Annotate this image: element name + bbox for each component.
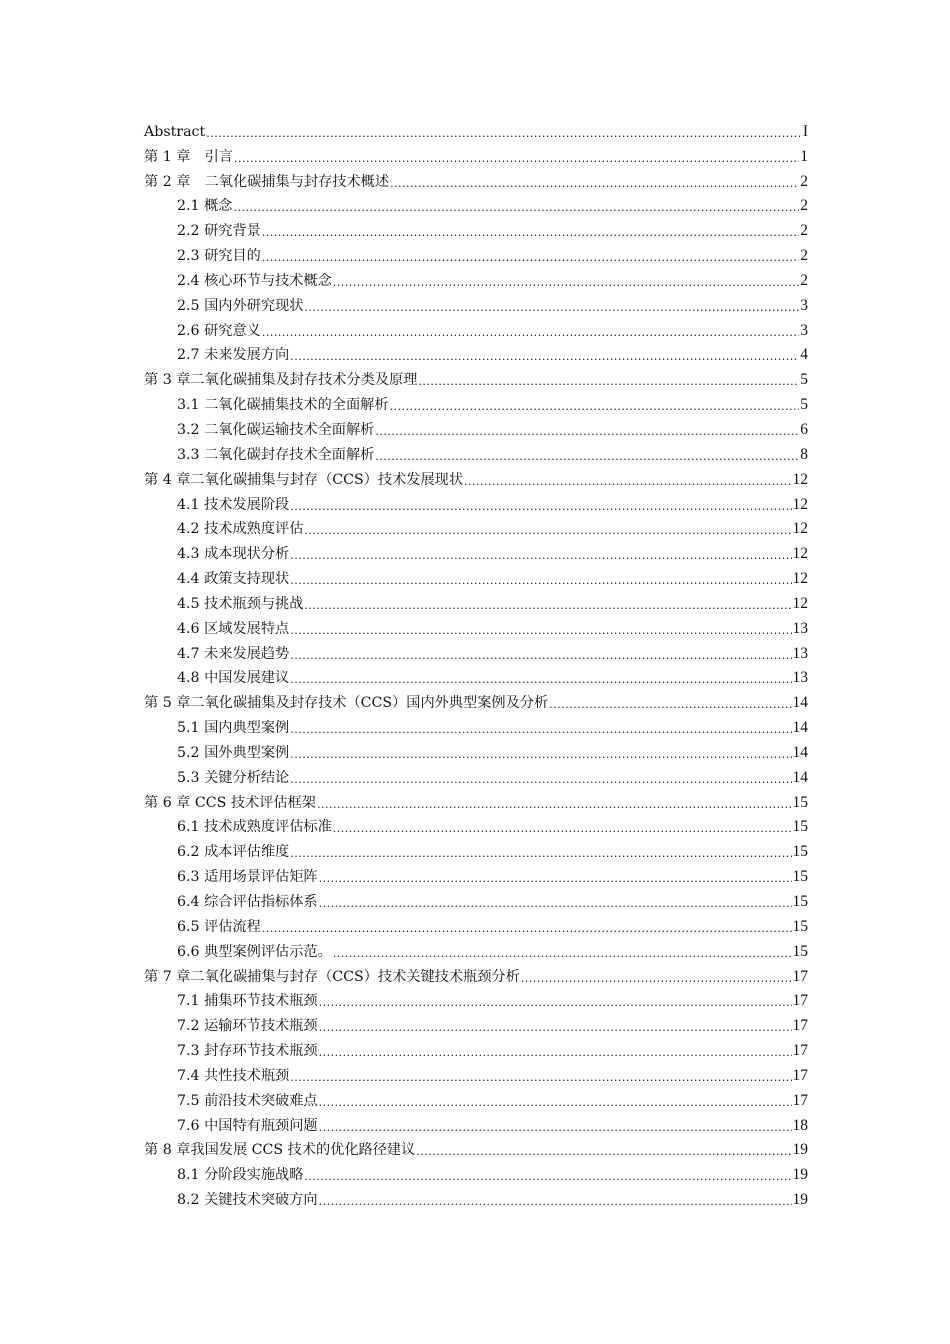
toc-dot-leader xyxy=(262,921,792,936)
toc-section-entry[interactable] xyxy=(144,514,808,539)
toc-page-number: 14 xyxy=(792,768,808,786)
toc-page-number: 19 xyxy=(792,1166,808,1184)
toc-dot-leader xyxy=(390,176,799,191)
toc-entry-title: 第 6 章 CCS 技术评估框架 xyxy=(144,794,316,811)
toc-page-number: 15 xyxy=(792,917,808,935)
toc-entry-title: 4.2 技术成熟度评估 xyxy=(177,521,304,538)
toc-entry-title: 8.2 关键技术突破方向 xyxy=(177,1192,318,1209)
toc-entry-title: 4.3 成本现状分析 xyxy=(177,546,290,563)
toc-entry-title: 3.2 二氧化碳运输技术全面解析 xyxy=(177,421,375,438)
toc-dot-leader xyxy=(262,225,799,240)
toc-section-entry[interactable] xyxy=(144,538,808,563)
toc-page-number: 15 xyxy=(792,843,808,861)
toc-entry-title: 第 8 章我国发展 CCS 技术的优化路径建议 xyxy=(144,1142,416,1159)
toc-entry-title: 第 1 章 引言 xyxy=(144,148,233,165)
toc-entry-title: 6.6 典型案例评估示范。 xyxy=(177,943,332,960)
toc-page-number: 19 xyxy=(792,1191,808,1209)
toc-entry-title: 7.3 封存环节技术瓶颈 xyxy=(177,1043,318,1060)
toc-entry-title: 第 4 章二氧化碳捕集与封存（CCS）技术发展现状 xyxy=(144,471,464,488)
toc-section-entry[interactable] xyxy=(144,414,808,439)
toc-page-number: 8 xyxy=(800,445,808,463)
toc-dot-leader xyxy=(390,399,800,414)
toc-chapter-entry[interactable] xyxy=(144,364,808,389)
toc-dot-leader xyxy=(290,772,791,787)
toc-entry-title: 2.2 研究背景 xyxy=(177,223,261,240)
toc-dot-leader xyxy=(290,499,791,514)
toc-section-entry[interactable] xyxy=(144,489,808,514)
toc-dot-leader xyxy=(549,697,791,712)
toc-dot-leader xyxy=(319,1095,792,1110)
toc-entry-title: 6.4 综合评估指标体系 xyxy=(177,894,318,910)
toc-dot-leader xyxy=(290,648,791,663)
toc-chapter-entry[interactable] xyxy=(144,787,808,812)
toc-page-number: 6 xyxy=(800,420,808,438)
toc-section-entry[interactable] xyxy=(144,986,808,1011)
toc-dot-leader xyxy=(319,1045,792,1060)
toc-dot-leader xyxy=(290,672,791,687)
toc-page-number: 12 xyxy=(792,495,808,513)
toc-dot-leader xyxy=(290,548,791,563)
toc-dot-leader xyxy=(304,523,791,538)
toc-entry-title: 2.3 研究目的 xyxy=(177,248,261,265)
toc-entry-title: 2.5 国内外研究现状 xyxy=(177,297,304,314)
toc-section-entry[interactable] xyxy=(144,1060,808,1085)
toc-page-number: 15 xyxy=(792,868,808,886)
toc-page-number: 2 xyxy=(800,271,808,289)
toc-page-number: 12 xyxy=(792,470,808,488)
toc-entry-title: 5.2 国外典型案例 xyxy=(177,744,290,761)
toc-page-number: 12 xyxy=(792,520,808,538)
toc-dot-leader xyxy=(206,126,802,141)
toc-dot-leader xyxy=(416,1144,791,1159)
toc-page-number: 2 xyxy=(800,247,808,265)
toc-dot-leader xyxy=(234,151,799,166)
toc-entry-title: 7.2 运输环节技术瓶颈 xyxy=(177,1018,318,1035)
toc-dot-leader xyxy=(319,1194,792,1209)
toc-dot-leader xyxy=(375,449,799,464)
toc-dot-leader xyxy=(521,971,792,986)
toc-entry-title: 6.5 评估流程 xyxy=(177,918,261,935)
toc-dot-leader xyxy=(464,474,791,489)
toc-dot-leader xyxy=(333,821,792,836)
toc-entry-title: 4.5 技术瓶颈与挑战 xyxy=(177,595,304,612)
toc-entry-title: 第 5 章二氧化碳捕集及封存技术（CCS）国内外典型案例及分析 xyxy=(144,695,549,712)
toc-page-number: 15 xyxy=(792,793,808,811)
toc-entry-title: 第 2 章 二氧化碳捕集与封存技术概述 xyxy=(144,173,390,190)
toc-section-entry[interactable] xyxy=(144,861,808,886)
toc-dot-leader xyxy=(290,573,791,588)
toc-section-entry[interactable] xyxy=(144,663,808,688)
toc-page-number: 13 xyxy=(792,644,808,662)
toc-section-entry[interactable] xyxy=(144,191,808,216)
toc-dot-leader xyxy=(319,1120,792,1135)
toc-page-number: 4 xyxy=(800,346,808,364)
toc-entry-title: 3.1 二氧化碳捕集技术的全面解析 xyxy=(177,397,389,414)
toc-page-number: 19 xyxy=(792,1141,808,1159)
toc-page-number: 1 xyxy=(800,147,808,165)
toc-section-entry[interactable] xyxy=(144,265,808,290)
toc-dot-leader xyxy=(319,871,792,886)
toc-section-entry[interactable] xyxy=(144,836,808,861)
toc-entry-title: Abstract xyxy=(144,123,206,140)
toc-section-entry[interactable] xyxy=(144,712,808,737)
toc-entry-title: 2.4 核心环节与技术概念 xyxy=(177,272,332,289)
toc-page-number: 13 xyxy=(792,619,808,637)
toc-section-entry[interactable] xyxy=(144,812,808,837)
toc-section-entry[interactable] xyxy=(144,638,808,663)
toc-dot-leader xyxy=(290,623,791,638)
toc-entry-title: 4.6 区域发展特点 xyxy=(177,620,290,637)
toc-dot-leader xyxy=(418,374,799,389)
toc-section-entry[interactable] xyxy=(144,936,808,961)
toc-entry-title: 6.1 技术成熟度评估标准 xyxy=(177,819,332,836)
toc-chapter-entry[interactable] xyxy=(144,961,808,986)
toc-page-number: 17 xyxy=(792,1042,808,1060)
toc-page-number: 12 xyxy=(792,594,808,612)
toc-page-number: 2 xyxy=(800,172,808,190)
toc-page-number: 14 xyxy=(792,743,808,761)
toc-page-number: 17 xyxy=(792,967,808,985)
toc-entry-title: 4.8 中国发展建议 xyxy=(177,670,290,687)
toc-section-entry[interactable] xyxy=(144,215,808,240)
toc-section-entry[interactable] xyxy=(144,886,808,911)
toc-entry-title: 6.3 适用场景评估矩阵 xyxy=(177,869,318,886)
toc-dot-leader xyxy=(290,722,791,737)
toc-dot-leader xyxy=(319,896,792,911)
toc-entry-title: 7.4 共性技术瓶颈 xyxy=(177,1067,290,1084)
table-of-contents xyxy=(144,116,808,1209)
toc-page-number: 14 xyxy=(792,719,808,737)
toc-page-number: I xyxy=(802,122,808,140)
toc-chapter-entry[interactable] xyxy=(144,464,808,489)
toc-section-entry[interactable] xyxy=(144,1035,808,1060)
toc-chapter-entry[interactable] xyxy=(144,1135,808,1160)
toc-section-entry[interactable] xyxy=(144,1085,808,1110)
toc-entry-title: 4.7 未来发展趋势 xyxy=(177,645,290,662)
toc-section-entry[interactable] xyxy=(144,389,808,414)
toc-entry-title: 4.1 技术发展阶段 xyxy=(177,496,290,513)
toc-section-entry[interactable] xyxy=(144,439,808,464)
toc-entry-title: 7.5 前沿技术突破难点 xyxy=(177,1092,318,1109)
toc-section-entry[interactable] xyxy=(144,911,808,936)
toc-entry-title: 6.2 成本评估维度 xyxy=(177,844,290,861)
toc-section-entry[interactable] xyxy=(144,563,808,588)
toc-entry-title: 8.1 分阶段实施战略 xyxy=(177,1167,304,1184)
toc-page-number: 15 xyxy=(792,818,808,836)
toc-dot-leader xyxy=(304,300,799,315)
toc-dot-leader xyxy=(290,1070,791,1085)
toc-page-number: 12 xyxy=(792,545,808,563)
toc-page-number: 3 xyxy=(800,296,808,314)
toc-dot-leader xyxy=(290,747,791,762)
toc-entry-title: 5.1 国内典型案例 xyxy=(177,720,290,737)
toc-entry-title: 7.1 捕集环节技术瓶颈 xyxy=(177,993,318,1010)
toc-dot-leader xyxy=(317,797,792,812)
toc-section-entry[interactable] xyxy=(144,613,808,638)
toc-page-number: 2 xyxy=(800,197,808,215)
toc-dot-leader xyxy=(319,1020,792,1035)
toc-dot-leader xyxy=(319,995,792,1010)
toc-dot-leader xyxy=(333,275,799,290)
toc-dot-leader xyxy=(290,846,791,861)
toc-section-entry[interactable] xyxy=(144,315,808,340)
toc-dot-leader xyxy=(262,325,799,340)
toc-page-number: 18 xyxy=(792,1116,808,1134)
toc-entry-title: 第 7 章二氧化碳捕集与封存（CCS）技术关键技术瓶颈分析 xyxy=(144,968,520,985)
toc-page-number: 13 xyxy=(792,669,808,687)
toc-section-entry[interactable] xyxy=(144,240,808,265)
toc-chapter-entry[interactable] xyxy=(144,141,808,166)
toc-entry-title: 2.6 研究意义 xyxy=(177,322,261,339)
toc-entry-title: 7.6 中国特有瓶颈问题 xyxy=(177,1117,318,1134)
toc-page-number: 15 xyxy=(792,942,808,960)
toc-page-number: 17 xyxy=(792,1017,808,1035)
toc-entry-title: 2.1 概念 xyxy=(177,198,233,215)
toc-dot-leader xyxy=(233,200,799,215)
toc-page-number: 5 xyxy=(800,371,808,389)
toc-page-number: 2 xyxy=(800,222,808,240)
toc-section-entry[interactable] xyxy=(144,1010,808,1035)
toc-dot-leader xyxy=(375,424,799,439)
toc-section-entry[interactable] xyxy=(144,737,808,762)
toc-dot-leader xyxy=(290,349,799,364)
toc-page-number: 12 xyxy=(792,570,808,588)
toc-page-number: 17 xyxy=(792,1066,808,1084)
toc-entry-title: 5.3 关键分析结论 xyxy=(177,769,290,786)
toc-entry-title: 2.7 未来发展方向 xyxy=(177,347,290,364)
toc-page-number: 3 xyxy=(800,321,808,339)
toc-entry-title: 3.3 二氧化碳封存技术全面解析 xyxy=(177,446,375,463)
toc-page-number: 14 xyxy=(792,694,808,712)
toc-page-number: 17 xyxy=(792,1091,808,1109)
toc-section-entry[interactable] xyxy=(144,762,808,787)
toc-page-number: 5 xyxy=(800,396,808,414)
toc-section-entry[interactable] xyxy=(144,1110,808,1135)
toc-section-entry[interactable] xyxy=(144,1159,808,1184)
toc-chapter-entry[interactable] xyxy=(144,687,808,712)
toc-dot-leader xyxy=(304,1169,791,1184)
toc-chapter-entry[interactable] xyxy=(144,116,808,141)
toc-section-entry[interactable] xyxy=(144,588,808,613)
toc-section-entry[interactable] xyxy=(144,290,808,315)
toc-page-number: 17 xyxy=(792,992,808,1010)
toc-chapter-entry[interactable] xyxy=(144,166,808,191)
toc-section-entry[interactable] xyxy=(144,340,808,365)
toc-section-entry[interactable] xyxy=(144,1184,808,1209)
toc-dot-leader xyxy=(333,946,792,961)
toc-entry-title: 4.4 政策支持现状 xyxy=(177,571,290,588)
toc-dot-leader xyxy=(304,598,791,613)
toc-page-number: 15 xyxy=(792,893,808,910)
toc-entry-title: 第 3 章二氧化碳捕集及封存技术分类及原理 xyxy=(144,372,418,389)
toc-dot-leader xyxy=(262,250,799,265)
